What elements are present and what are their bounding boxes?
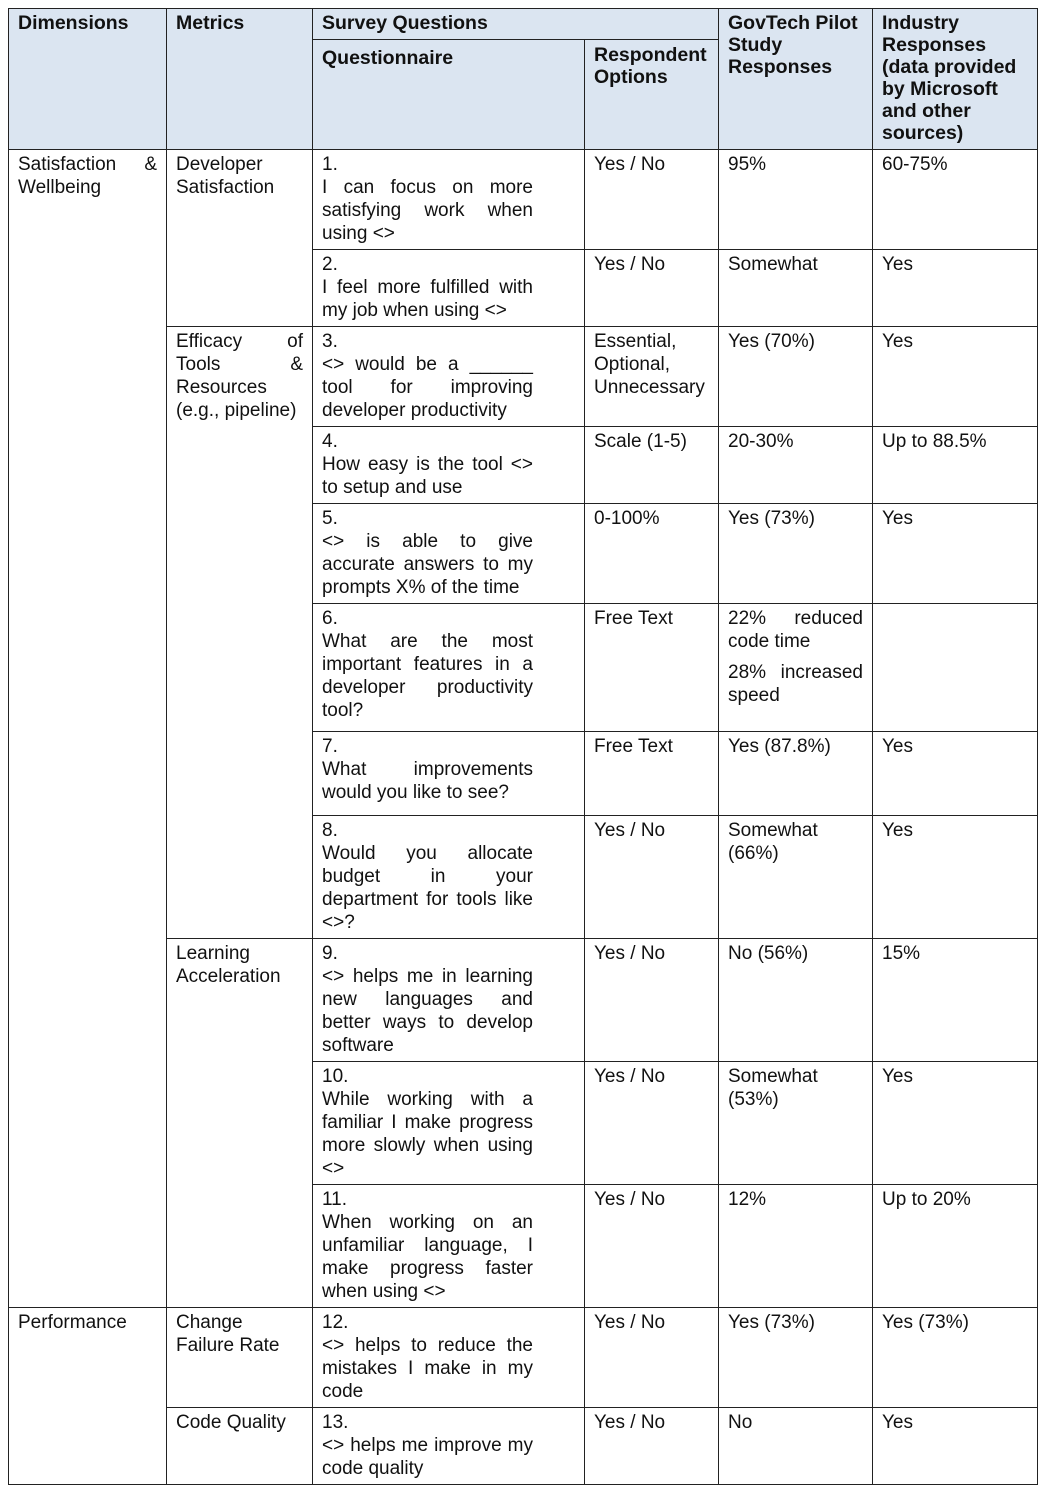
question-cell (313, 427, 585, 504)
govtech-cell: Yes (73%) (719, 504, 873, 604)
options-cell: Yes / No (585, 1062, 719, 1185)
options-cell: Yes / No (585, 1185, 719, 1308)
question-number: 4. (322, 431, 338, 452)
question-text: I can focus on more satisfying work when using <> (322, 177, 533, 244)
industry-cell: 15% (873, 939, 1038, 1062)
options-cell: Free Text (585, 604, 719, 732)
govtech-cell: Somewhat (719, 250, 873, 327)
metric-cell: Developer Satisfaction (167, 150, 313, 327)
question-text: Would you allocate budget in your department for tools like <>? (322, 843, 533, 933)
header-dimensions: Dimensions (9, 9, 167, 150)
question-cell (313, 1408, 585, 1485)
question-number: 2. (322, 254, 338, 275)
header-metrics: Metrics (167, 9, 313, 150)
govtech-cell: 20-30% (719, 427, 873, 504)
options-cell: Essential, Optional, Unnecessary (585, 327, 719, 427)
dimension-cell: Satisfaction & Wellbeing (9, 150, 167, 1308)
govtech-cell: 12% (719, 1185, 873, 1308)
question-text: <> would be a ______ tool for improving developer productivity (322, 354, 533, 421)
industry-cell: Yes (873, 1062, 1038, 1185)
govtech-cell: Yes (87.8%) (719, 732, 873, 816)
question-cell (313, 150, 585, 250)
question-number: 6. (322, 608, 338, 629)
question-text: When working on an unfamiliar language, I make progress faster when using <> (322, 1212, 533, 1302)
question-number: 5. (322, 508, 338, 529)
question-text: <> helps me in learning new languages and better ways to develop software (322, 966, 533, 1056)
question-cell (313, 604, 585, 732)
question-cell (313, 1062, 585, 1185)
govtech-cell (719, 604, 873, 732)
question-number: 1. (322, 154, 338, 175)
industry-cell: Yes (873, 327, 1038, 427)
question-cell (313, 504, 585, 604)
header-industry: Industry Responses (data provided by Microsoft and other sources) (873, 9, 1038, 150)
dimension-cell: Performance (9, 1308, 167, 1485)
question-text: What improvements would you like to see? (322, 759, 533, 803)
table-row (9, 1308, 1038, 1408)
header-respondent-options: Respondent Options (585, 40, 719, 150)
question-text: <> is able to give accurate answers to my prompts X% of the time (322, 531, 533, 598)
header-row-1 (9, 9, 1038, 40)
header-questionnaire: Questionnaire (313, 40, 585, 150)
question-text: What are the most important features in a developer productivity tool? (322, 631, 533, 721)
options-cell: 0-100% (585, 504, 719, 604)
question-text: While working with a familiar I make progress more slowly when using <> (322, 1089, 533, 1179)
question-text: How easy is the tool <> to setup and use (322, 454, 533, 498)
metric-cell: Change Failure Rate (167, 1308, 313, 1408)
question-number: 8. (322, 820, 338, 841)
industry-cell: 60-75% (873, 150, 1038, 250)
industry-cell: Yes (73%) (873, 1308, 1038, 1408)
options-cell: Yes / No (585, 1308, 719, 1408)
govtech-cell: Somewhat (53%) (719, 1062, 873, 1185)
options-cell: Free Text (585, 732, 719, 816)
govtech-cell: 95% (719, 150, 873, 250)
question-cell (313, 327, 585, 427)
govtech-cell: No (56%) (719, 939, 873, 1062)
industry-cell: Yes (873, 1408, 1038, 1485)
metric-cell: Code Quality (167, 1408, 313, 1485)
metric-cell: Learning Acceleration (167, 939, 313, 1308)
question-cell (313, 939, 585, 1062)
question-number: 11. (322, 1189, 348, 1210)
question-number: 10. (322, 1066, 349, 1087)
question-number: 12. (322, 1312, 349, 1333)
header-survey-questions: Survey Questions (313, 9, 719, 40)
question-text: <> helps me improve my code quality (322, 1435, 533, 1479)
question-cell (313, 732, 585, 816)
govtech-cell: Yes (70%) (719, 327, 873, 427)
industry-cell: Up to 88.5% (873, 427, 1038, 504)
govtech-value-2: 28% increased speed (728, 662, 863, 706)
options-cell: Yes / No (585, 816, 719, 939)
question-text: I feel more fulfilled with my job when using <> (322, 277, 533, 321)
industry-cell (873, 604, 1038, 732)
industry-cell: Yes (873, 250, 1038, 327)
table-row (9, 150, 1038, 250)
question-number: 13. (322, 1412, 349, 1433)
question-cell (313, 250, 585, 327)
options-cell: Yes / No (585, 939, 719, 1062)
header-govtech: GovTech Pilot Study Responses (719, 9, 873, 150)
question-cell (313, 1308, 585, 1408)
industry-cell: Yes (873, 732, 1038, 816)
question-cell (313, 1185, 585, 1308)
govtech-value-1: 22% reduced code time (728, 608, 863, 652)
govtech-cell: No (719, 1408, 873, 1485)
industry-cell: Yes (873, 504, 1038, 604)
question-number: 9. (322, 943, 338, 964)
industry-cell: Yes (873, 816, 1038, 939)
question-cell (313, 816, 585, 939)
metric-cell: Efficacy of Tools & Resources (e.g., pipeline) (167, 327, 313, 939)
govtech-cell: Somewhat (66%) (719, 816, 873, 939)
survey-metrics-table (8, 8, 1038, 1485)
options-cell: Yes / No (585, 150, 719, 250)
options-cell: Yes / No (585, 1408, 719, 1485)
question-text: <> helps to reduce the mistakes I make in my code (322, 1335, 533, 1402)
options-cell: Scale (1-5) (585, 427, 719, 504)
question-number: 7. (322, 736, 338, 757)
options-cell: Yes / No (585, 250, 719, 327)
govtech-cell: Yes (73%) (719, 1308, 873, 1408)
question-number: 3. (322, 331, 338, 352)
industry-cell: Up to 20% (873, 1185, 1038, 1308)
